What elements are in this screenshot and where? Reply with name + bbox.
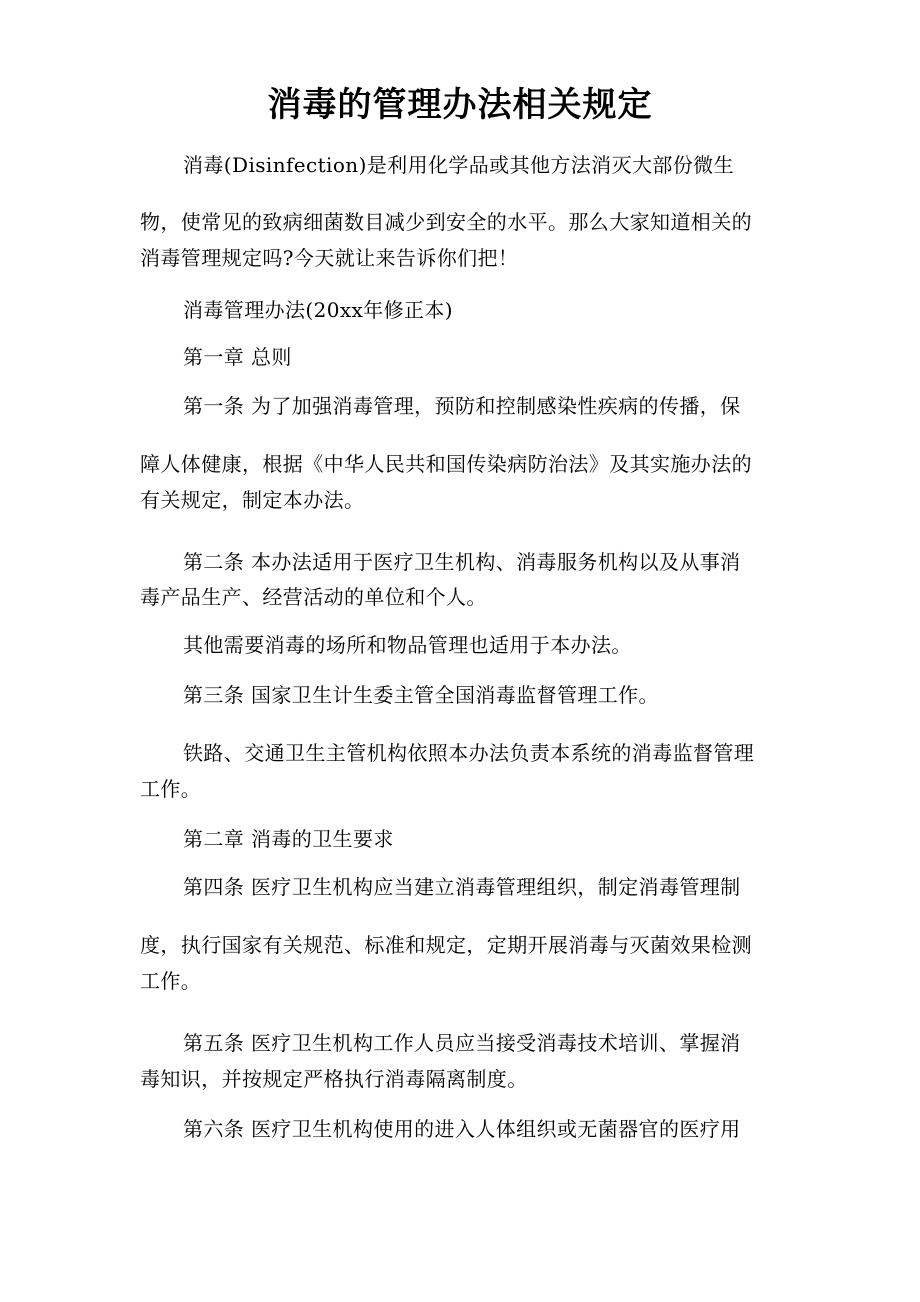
text-line: 毒知识，并按规定严格执行消毒隔离制度。 <box>140 1067 528 1091</box>
text-line: 度，执行国家有关规范、标准和规定，定期开展消毒与灭菌效果检测 <box>140 933 752 957</box>
text-line: 有关规定，制定本办法。 <box>140 488 365 512</box>
text-line: 其他需要消毒的场所和物品管理也适用于本办法。 <box>183 633 632 657</box>
text-line: 铁路、交通卫生主管机构依照本办法负责本系统的消毒监督管理 <box>183 741 755 765</box>
chapter-heading: 第二章 消毒的卫生要求 <box>183 827 394 851</box>
text-line: 物，使常见的致病细菌数目减少到安全的水平。那么大家知道相关的 <box>140 210 752 234</box>
text-line: 第三条 国家卫生计生委主管全国消毒监督管理工作。 <box>183 683 659 707</box>
text-line: 消毒管理规定吗?今天就让来告诉你们把！ <box>140 246 519 270</box>
text-line: 工作。 <box>140 777 202 801</box>
text-line: 第二条 本办法适用于医疗卫生机构、消毒服务机构以及从事消 <box>183 550 741 574</box>
text-line: 障人体健康，根据《中华人民共和国传染病防治法》及其实施办法的 <box>140 452 752 476</box>
text-line: 第六条 医疗卫生机构使用的进入人体组织或无菌器官的医疗用 <box>183 1117 741 1141</box>
text-line: 消毒(Disinfection)是利用化学品或其他方法消灭大部份微生 <box>183 153 734 177</box>
text-line: 第一条 为了加强消毒管理，预防和控制感染性疾病的传播，保 <box>183 394 741 418</box>
text-line: 工作。 <box>140 969 202 993</box>
text-line: 第四条 医疗卫生机构应当建立消毒管理组织，制定消毒管理制 <box>183 875 741 899</box>
text-line: 毒产品生产、经营活动的单位和个人。 <box>140 585 487 609</box>
document-title: 消毒的管理办法相关规定 <box>267 85 653 125</box>
text-line: 第五条 医疗卫生机构工作人员应当接受消毒技术培训、掌握消 <box>183 1031 741 1055</box>
text-line: 消毒管理办法(20xx年修正本) <box>183 298 454 322</box>
chapter-heading: 第一章 总则 <box>183 345 292 369</box>
